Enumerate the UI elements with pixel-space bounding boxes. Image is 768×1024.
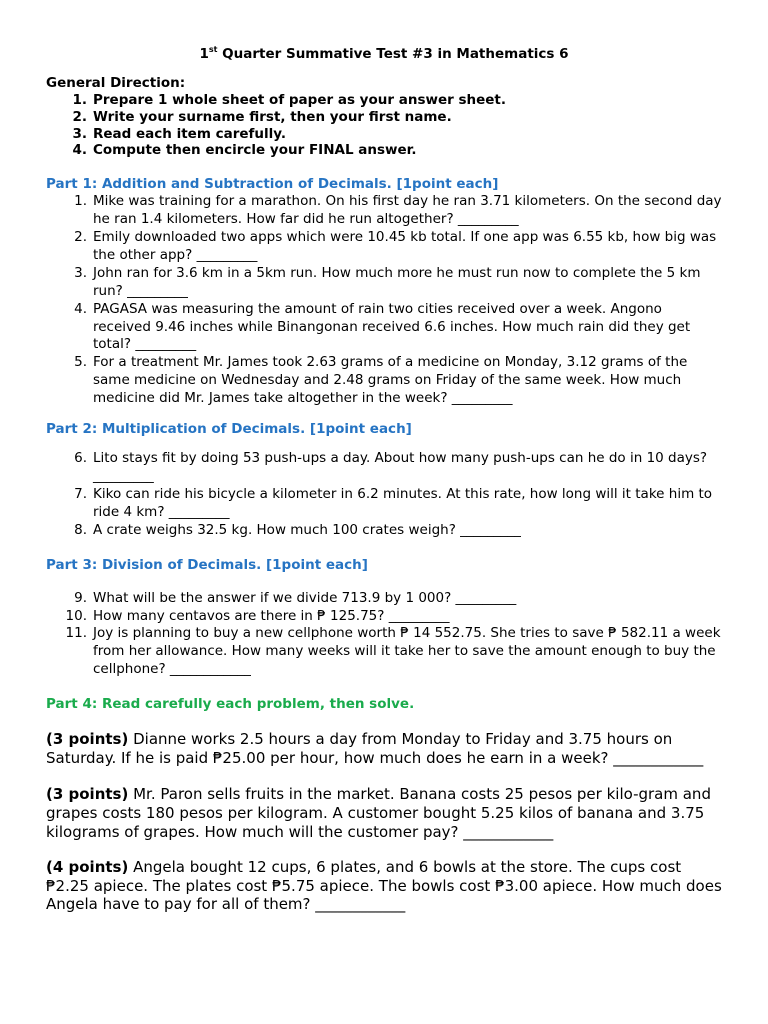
question-text: Emily downloaded two apps which were 10.45 kb total. If one app was 6.55 kb, how big was the other app? _________ xyxy=(93,229,717,263)
direction-text: Write your surname first, then your first name. xyxy=(93,108,452,125)
problem-points: (3 points) xyxy=(46,730,129,749)
part2-question-list xyxy=(46,450,722,540)
question-text: For a treatment Mr. James took 2.63 grams of a medicine on Monday, 3.12 grams of the same medicine on Wednesday and 2.48 grams on Friday of the same week. How much medicine did Mr. James take altogether in the week? _________ xyxy=(93,354,688,407)
question-text: Joy is planning to buy a new cellphone worth ₱ 14 552.75. She tries to save ₱ 582.11 a week from her allowance. How many weeks will it take her to save the amount enough to buy the cellphone? ____________ xyxy=(93,625,721,678)
part3-heading: Part 3: Division of Decimals. [1point each] xyxy=(46,556,368,573)
part1-question-list xyxy=(46,193,722,408)
page-title xyxy=(46,40,722,64)
title-text: Quarter Summative Test #3 in Mathematics 6 xyxy=(217,46,569,62)
word-problem xyxy=(46,730,722,767)
problem-text: Dianne works 2.5 hours a day from Monday to Friday and 3.75 hours on Saturday. If he is paid ₱25.00 per hour, how much does he earn in a week? ____________ xyxy=(46,730,704,767)
direction-text: Read each item carefully. xyxy=(93,125,286,142)
general-direction-heading: General Direction: xyxy=(46,75,186,91)
question-number: 5. xyxy=(74,354,87,371)
direction-item xyxy=(46,126,722,143)
direction-item xyxy=(46,92,722,109)
question-number: 11. xyxy=(65,625,87,642)
direction-item xyxy=(46,142,722,159)
question-item xyxy=(46,301,722,355)
direction-number: 2. xyxy=(72,108,87,125)
question-number: 9. xyxy=(74,589,87,606)
question-item xyxy=(46,265,722,301)
question-number: 1. xyxy=(74,193,87,210)
question-item xyxy=(46,522,722,540)
question-item xyxy=(46,486,722,522)
question-text: A crate weighs 32.5 kg. How much 100 crates weigh? _________ xyxy=(93,521,521,538)
part3-question-list xyxy=(46,590,722,680)
question-text: PAGASA was measuring the amount of rain two cities received over a week. Angono received 9.46 inches while Binangonan received 6.6 inches. How much rain did they get total? _________ xyxy=(93,300,691,353)
part1-heading: Part 1: Addition and Subtraction of Decimals. [1point each] xyxy=(46,176,499,193)
title-ordinal: 1 xyxy=(199,46,209,62)
problem-text: Angela bought 12 cups, 6 plates, and 6 bowls at the store. The cups cost ₱2.25 apiece. The plates cost ₱5.75 apiece. The bowls cost ₱3.00 apiece. How much does Angela have to pay for all of them? ____________ xyxy=(46,858,722,914)
word-problem xyxy=(46,858,722,914)
general-direction-list xyxy=(46,92,722,159)
direction-text: Compute then encircle your FINAL answer. xyxy=(93,142,417,159)
question-number: 8. xyxy=(74,521,87,538)
word-problem xyxy=(46,785,722,841)
question-text: Lito stays fit by doing 53 push-ups a day. About how many push-ups can he do in 10 days? _________ xyxy=(93,450,708,484)
part4-heading: Part 4: Read carefully each problem, then solve. xyxy=(46,696,415,713)
direction-number: 3. xyxy=(72,125,87,142)
problem-points: (3 points) xyxy=(46,785,129,804)
question-item xyxy=(46,229,722,265)
question-text: What will be the answer if we divide 713.9 by 1 000? _________ xyxy=(93,589,517,606)
question-text: How many centavos are there in ₱ 125.75? _________ xyxy=(93,607,450,624)
problem-text: Mr. Paron sells fruits in the market. Banana costs 25 pesos per kilo-gram and grapes costs 180 pesos per kilogram. A customer bought 5.25 kilos of banana and 3.75 kilograms of grapes. How much will the customer pay? ____________ xyxy=(46,785,711,841)
question-text: Kiko can ride his bicycle a kilometer in 6.2 minutes. At this rate, how long will it take him to ride 4 km? _________ xyxy=(93,485,713,520)
question-number: 10. xyxy=(65,607,87,624)
question-item xyxy=(46,608,722,626)
question-number: 7. xyxy=(74,485,87,502)
question-number: 6. xyxy=(74,450,87,467)
question-text: John ran for 3.6 km in a 5km run. How much more he must run now to complete the 5 km run? _________ xyxy=(93,264,701,299)
direction-text: Prepare 1 whole sheet of paper as your answer sheet. xyxy=(93,92,507,108)
problem-points: (4 points) xyxy=(46,858,129,877)
question-item xyxy=(46,450,722,486)
direction-number: 1. xyxy=(72,92,87,108)
question-number: 2. xyxy=(74,229,87,245)
part2-heading: Part 2: Multiplication of Decimals. [1point each] xyxy=(46,421,412,438)
question-item xyxy=(46,625,722,679)
question-item xyxy=(46,354,722,408)
question-item xyxy=(46,193,722,229)
question-text: Mike was training for a marathon. On his first day he ran 3.71 kilometers. On the second day he ran 1.4 kilometers. How far did he run altogether? _________ xyxy=(93,193,722,228)
title-superscript: st xyxy=(208,45,218,54)
question-number: 3. xyxy=(74,264,87,281)
question-item xyxy=(46,590,722,608)
direction-number: 4. xyxy=(72,142,87,159)
direction-item xyxy=(46,109,722,126)
question-number: 4. xyxy=(74,300,87,317)
